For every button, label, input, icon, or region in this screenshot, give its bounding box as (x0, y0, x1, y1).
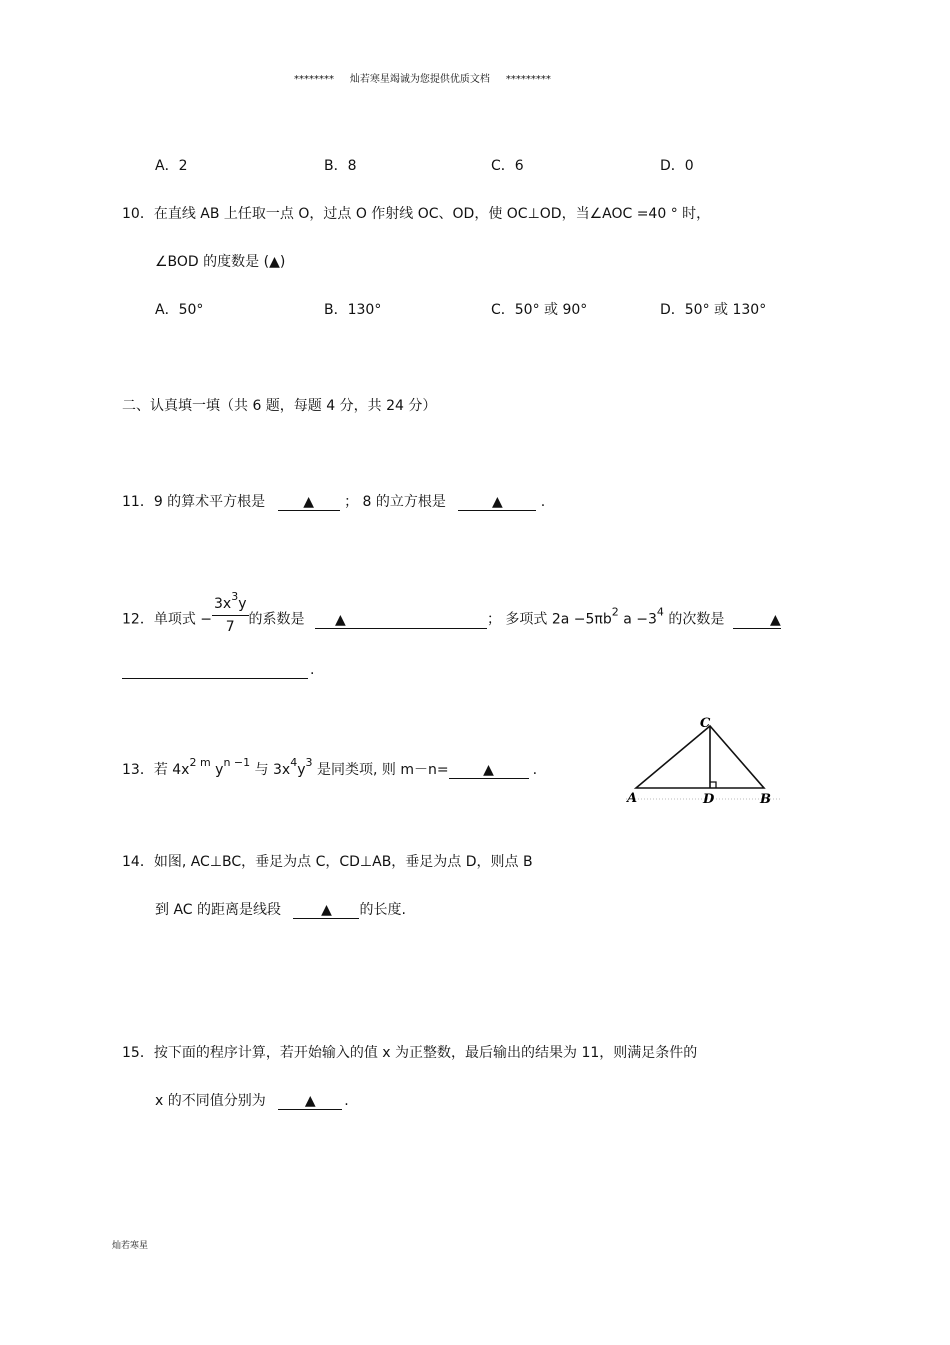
q9-option-a: A．2 (155, 158, 188, 174)
q10-line1: 10．在直线 AB 上任取一点 O，过点 O 作射线 OC、OD，使 OC⊥OD，当∠AOC =40 ° 时， (122, 206, 711, 222)
q9-option-b: B．8 (324, 158, 357, 174)
q12-end: . (310, 662, 315, 678)
section-2-heading: 二、认真填一填（共 6 题，每题 4 分，共 24 分） (122, 398, 437, 414)
q12-mid: 的系数是 (248, 611, 305, 628)
q15-blank[interactable] (278, 1093, 342, 1110)
q9-option-d: D．0 (660, 158, 694, 174)
label-c: C (700, 716, 711, 731)
answer-placeholder-triangle: ▲ (334, 611, 346, 628)
triangle-figure (624, 712, 784, 808)
q14-blank[interactable] (293, 902, 359, 919)
label-d: D (703, 792, 715, 807)
q10-option-a: A．50° (155, 302, 204, 318)
answer-placeholder-triangle: ▲ (770, 611, 781, 628)
question-11 (122, 491, 545, 511)
q13-blank[interactable] (449, 762, 529, 779)
header-stars-right: ********* (505, 74, 551, 85)
q12-separator: ； 多项式 2a −5πb (486, 611, 612, 628)
header-title: 灿若寒星竭诚为您提供优质文档 (349, 74, 490, 85)
q12-prefix: 12．单项式 − (122, 611, 212, 628)
label-a: A (627, 791, 638, 806)
q11-separator: ； 8 的立方根是 (344, 494, 446, 510)
q15-line1: 15．按下面的程序计算，若开始输入的值 x 为正整数，最后输出的结果为 11，则满足条件的 (122, 1045, 698, 1061)
question-12: 12．单项式 − $\frac{3x^3y}{7}$ 的系数是 ▲ ； 多项式 $2a -5\pi b^2$ $a -3^4$ 的次数是 ▲ (122, 597, 781, 642)
q14-line2: 到 AC 的距离是线段 ▲ 的长度. (155, 902, 406, 918)
q12-blank-2[interactable] (733, 612, 781, 629)
q12-fraction-denominator: 7 (225, 619, 235, 635)
label-b: B (760, 792, 771, 807)
q10-option-c: C．50° 或 90° (491, 302, 588, 318)
answer-placeholder-triangle: ▲ (304, 1093, 316, 1109)
q12-blank-2-continuation[interactable] (122, 662, 308, 679)
q15-line2: x 的不同值分别为 ▲ . (155, 1093, 349, 1109)
q11-end: . (540, 494, 546, 510)
q11-blank-1[interactable] (278, 494, 340, 511)
page-header (294, 70, 551, 85)
answer-placeholder-triangle: ▲ (321, 902, 332, 918)
page-footer: 灿若寒星 (112, 1241, 149, 1251)
q10-option-b: B．130° (324, 302, 382, 318)
q12-fraction (212, 590, 249, 638)
answer-placeholder-triangle: ▲ (483, 762, 494, 778)
q14-line1: 14．如图, AC⊥BC，垂足为点 C，CD⊥AB，垂足为点 D，则点 B (122, 854, 533, 870)
q12-degree-text: 的次数是 (663, 611, 725, 628)
q10-option-d: D．50° 或 130° (660, 302, 767, 318)
q12-blank-1[interactable] (315, 612, 487, 629)
answer-placeholder-triangle: ▲ (491, 494, 503, 510)
answer-placeholder-triangle: ▲ (303, 494, 315, 510)
header-stars-left: ******** (294, 74, 334, 85)
q10-line2: ∠BOD 的度数是 (▲) (155, 254, 286, 270)
q9-option-c: C．6 (491, 158, 524, 174)
question-13: 13．若 $4x^{2 m}$ $y^{n -1}$ 与 $3x^4y^3$ 是同类项, 则 m－n= ▲ . (122, 756, 538, 778)
q12-fraction-numerator: $3x^3y$ (212, 593, 249, 616)
q11-blank-2[interactable] (458, 494, 536, 511)
q11-part1: 11．9 的算术平方根是 (122, 494, 266, 510)
